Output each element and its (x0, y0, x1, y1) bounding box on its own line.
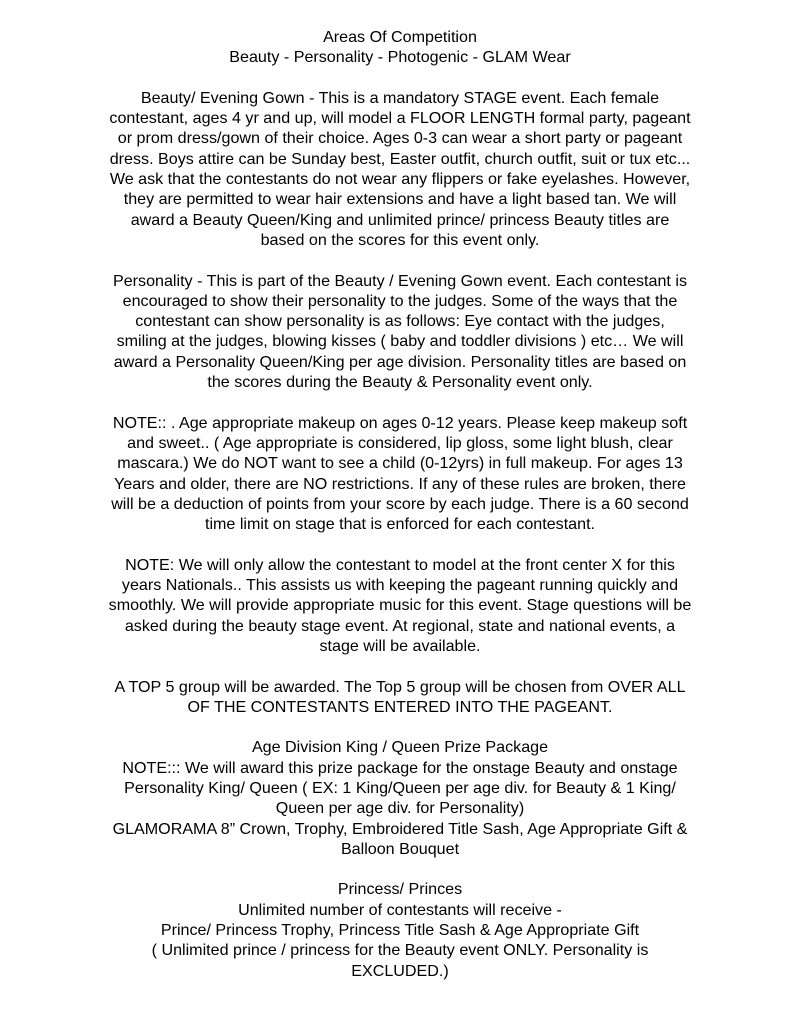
text-line: A TOP 5 group will be awarded. The Top 5 group will be chosen from OVER ALL (114, 677, 686, 696)
spacer (70, 534, 730, 554)
text-line: NOTE:: . Age appropriate makeup on ages 0-12 years. Please keep makeup soft (112, 413, 688, 432)
text-line: ( Unlimited prince / princess for the Beauty event ONLY. Personality is (151, 941, 649, 960)
text-line: Prince/ Princess Trophy, Princess Title Sash & Age Appropriate Gift (160, 921, 640, 940)
personality-section (70, 271, 730, 393)
text-line: NOTE::: We will award this prize package for the onstage Beauty and onstage (122, 758, 678, 777)
header (70, 27, 730, 68)
text-line: EXCLUDED.) (351, 961, 449, 980)
text-line: OF THE CONTESTANTS ENTERED INTO THE PAGEANT. (187, 697, 613, 716)
spacer (70, 250, 730, 270)
spacer (70, 717, 730, 737)
text-line: time limit on stage that is enforced for each contestant. (204, 515, 596, 534)
text-line: encouraged to show their personality to the judges. Some of the ways that the (122, 291, 678, 310)
text-line: GLAMORAMA 8” Crown, Trophy, Embroidered Title Sash, Age Appropriate Gift & (112, 819, 688, 838)
spacer (70, 656, 730, 676)
text-line: smiling at the judges, blowing kisses ( baby and toddler divisions ) etc… We will (116, 332, 684, 351)
text-line: smoothly. We will provide appropriate music for this event. Stage questions will be (108, 596, 692, 615)
text-line: award a Personality Queen/King per age division. Personality titles are based on (113, 352, 687, 371)
text-line: We ask that the contestants do not wear any flippers or fake eyelashes. However, (109, 170, 691, 189)
text-line: will be a deduction of points from your score by each judge. There is a 60 second (111, 494, 689, 513)
text-line: dress. Boys attire can be Sunday best, Easter outfit, church outfit, suit or tux etc... (109, 149, 691, 168)
text-line: award a Beauty Queen/King and unlimited prince/ princess Beauty titles are (130, 210, 670, 229)
text-line: stage will be available. (319, 636, 481, 655)
text-line: they are permitted to wear hair extensions and have a light based tan. We will (123, 190, 677, 209)
spacer (70, 859, 730, 879)
text-line: contestant can show personality is as follows: Eye contact with the judges, (135, 312, 665, 331)
section-heading: Princess/ Princes (337, 880, 463, 899)
spacer (70, 392, 730, 412)
page-subtitle: Beauty - Personality - Photogenic - GLAM Wear (229, 48, 571, 67)
text-line: based on the scores for this event only. (260, 230, 540, 249)
text-line: and sweet.. ( Age appropriate is considered, lip gloss, some light blush, clear (127, 433, 673, 452)
king-queen-prize-section (70, 737, 730, 859)
text-line: or prom dress/gown of their choice. Ages 0-3 can wear a short party or pageant (117, 129, 683, 148)
beauty-section (70, 88, 730, 250)
text-line: Years and older, there are NO restrictions. If any of these rules are broken, there (114, 474, 686, 493)
text-line: mascara.) We do NOT want to see a child (0-12yrs) in full makeup. For ages 13 (117, 454, 683, 473)
makeup-note-section (70, 413, 730, 535)
stage-note-section (70, 555, 730, 656)
spacer (70, 68, 730, 88)
text-line: Balloon Bouquet (340, 839, 460, 858)
text-line: Personality - This is part of the Beauty / Evening Gown event. Each contestant is (112, 271, 687, 290)
text-line: Unlimited number of contestants will receive - (238, 900, 562, 919)
text-line: Personality King/ Queen ( EX: 1 King/Queen per age div. for Beauty & 1 King/ (124, 778, 676, 797)
text-line: Queen per age div. for Personality) (275, 799, 525, 818)
text-line: Beauty/ Evening Gown - This is a mandatory STAGE event. Each female (140, 88, 660, 107)
text-line: contestant, ages 4 yr and up, will model a FLOOR LENGTH formal party, pageant (109, 109, 691, 128)
section-heading: Age Division King / Queen Prize Package (251, 738, 549, 757)
top5-section (70, 677, 730, 718)
page-title: Areas Of Competition (323, 28, 477, 46)
text-line: NOTE: We will only allow the contestant to model at the front center X for this (125, 555, 675, 574)
text-line: years Nationals.. This assists us with keeping the pageant running quickly and (121, 576, 679, 595)
text-line: asked during the beauty stage event. At regional, state and national events, a (124, 616, 676, 635)
text-line: the scores during the Beauty & Personality event only. (207, 373, 593, 392)
princess-prize-section (70, 879, 730, 980)
